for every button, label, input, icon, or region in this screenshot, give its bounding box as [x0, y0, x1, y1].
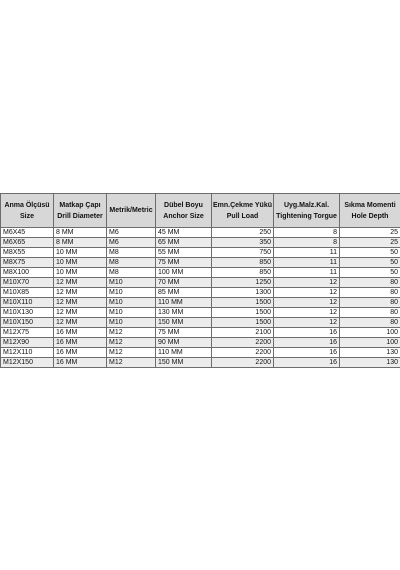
- header-anchor-size-tr: Dübel Boyu: [164, 201, 203, 209]
- cell-anchor-size: 65 MM: [156, 238, 212, 248]
- table-row: [1, 358, 400, 368]
- cell-pull-load: 1500: [212, 308, 274, 318]
- header-anchor-size-en: Anchor Size: [163, 212, 204, 220]
- cell-anchor-size: 110 MM: [156, 298, 212, 308]
- cell-size: M8X55: [1, 248, 54, 258]
- cell-metric: M12: [107, 328, 156, 338]
- cell-hole-depth: 25: [340, 238, 400, 248]
- table-row: [1, 288, 400, 298]
- cell-drill-diameter: 12 MM: [54, 298, 107, 308]
- cell-pull-load: 2100: [212, 328, 274, 338]
- cell-drill-diameter: 10 MM: [54, 268, 107, 278]
- cell-tightening-torque: 12: [274, 278, 340, 288]
- cell-pull-load: 850: [212, 258, 274, 268]
- cell-metric: M12: [107, 348, 156, 358]
- cell-anchor-size: 130 MM: [156, 308, 212, 318]
- cell-anchor-size: 70 MM: [156, 278, 212, 288]
- cell-pull-load: 1250: [212, 278, 274, 288]
- cell-size: M8X75: [1, 258, 54, 268]
- cell-drill-diameter: 16 MM: [54, 338, 107, 348]
- header-drill-diameter-tr: Matkap Çapı: [59, 201, 101, 209]
- table-row: [1, 338, 400, 348]
- cell-tightening-torque: 16: [274, 348, 340, 358]
- cell-tightening-torque: 12: [274, 298, 340, 308]
- cell-pull-load: 1500: [212, 318, 274, 328]
- cell-pull-load: 850: [212, 268, 274, 278]
- cell-hole-depth: 130: [340, 358, 400, 368]
- cell-size: M6X45: [1, 228, 54, 238]
- cell-pull-load: 750: [212, 248, 274, 258]
- cell-anchor-size: 150 MM: [156, 318, 212, 328]
- table-row: [1, 298, 400, 308]
- cell-hole-depth: 100: [340, 338, 400, 348]
- cell-tightening-torque: 16: [274, 328, 340, 338]
- cell-metric: M12: [107, 338, 156, 348]
- cell-hole-depth: 80: [340, 308, 400, 318]
- cell-metric: M6: [107, 228, 156, 238]
- table-row: [1, 238, 400, 248]
- cell-pull-load: 2200: [212, 358, 274, 368]
- header-size-tr: Anma Ölçüsü: [4, 201, 50, 209]
- cell-tightening-torque: 11: [274, 268, 340, 278]
- cell-drill-diameter: 12 MM: [54, 278, 107, 288]
- cell-metric: M8: [107, 258, 156, 268]
- header-metric: [107, 194, 156, 228]
- cell-metric: M10: [107, 278, 156, 288]
- cell-tightening-torque: 11: [274, 258, 340, 268]
- cell-pull-load: 250: [212, 228, 274, 238]
- cell-size: M10X130: [1, 308, 54, 318]
- cell-drill-diameter: 16 MM: [54, 358, 107, 368]
- cell-anchor-size: 55 MM: [156, 248, 212, 258]
- header-tightening-torque: [274, 194, 340, 228]
- cell-anchor-size: 150 MM: [156, 358, 212, 368]
- cell-hole-depth: 50: [340, 258, 400, 268]
- cell-hole-depth: 50: [340, 248, 400, 258]
- cell-size: M12X90: [1, 338, 54, 348]
- cell-drill-diameter: 8 MM: [54, 238, 107, 248]
- cell-drill-diameter: 8 MM: [54, 228, 107, 238]
- cell-anchor-size: 90 MM: [156, 338, 212, 348]
- header-drill-diameter: [54, 194, 107, 228]
- header-anchor-size: [156, 194, 212, 228]
- cell-tightening-torque: 11: [274, 248, 340, 258]
- spec-table-container: [0, 193, 400, 368]
- cell-drill-diameter: 10 MM: [54, 248, 107, 258]
- header-hole-depth: [340, 194, 400, 228]
- cell-tightening-torque: 12: [274, 288, 340, 298]
- table-row: [1, 228, 400, 238]
- cell-hole-depth: 100: [340, 328, 400, 338]
- cell-metric: M8: [107, 268, 156, 278]
- table-row: [1, 328, 400, 338]
- table-row: [1, 348, 400, 358]
- cell-size: M8X100: [1, 268, 54, 278]
- cell-metric: M10: [107, 298, 156, 308]
- header-row: [1, 194, 400, 228]
- cell-tightening-torque: 16: [274, 338, 340, 348]
- header-size: [1, 194, 54, 228]
- table-row: [1, 258, 400, 268]
- cell-drill-diameter: 12 MM: [54, 318, 107, 328]
- anchor-spec-table: [0, 193, 400, 368]
- cell-drill-diameter: 12 MM: [54, 308, 107, 318]
- cell-size: M10X85: [1, 288, 54, 298]
- cell-metric: M10: [107, 308, 156, 318]
- header-tightening-torque-en: Tightening Torgue: [276, 212, 337, 220]
- cell-anchor-size: 85 MM: [156, 288, 212, 298]
- header-metric-label: Metrik/Metric: [109, 207, 153, 214]
- header-pull-load-en: Pull Load: [226, 212, 259, 220]
- cell-hole-depth: 80: [340, 288, 400, 298]
- cell-metric: M12: [107, 358, 156, 368]
- cell-tightening-torque: 8: [274, 238, 340, 248]
- cell-size: M10X70: [1, 278, 54, 288]
- cell-drill-diameter: 16 MM: [54, 328, 107, 338]
- cell-size: M12X75: [1, 328, 54, 338]
- cell-hole-depth: 80: [340, 298, 400, 308]
- cell-pull-load: 350: [212, 238, 274, 248]
- header-drill-diameter-en: Drill Diameter: [57, 212, 103, 220]
- table-row: [1, 268, 400, 278]
- cell-tightening-torque: 8: [274, 228, 340, 238]
- cell-drill-diameter: 16 MM: [54, 348, 107, 358]
- table-row: [1, 318, 400, 328]
- cell-pull-load: 1500: [212, 298, 274, 308]
- header-hole-depth-tr: Sıkma Momenti: [344, 201, 396, 209]
- cell-anchor-size: 75 MM: [156, 258, 212, 268]
- cell-size: M10X150: [1, 318, 54, 328]
- cell-pull-load: 2200: [212, 348, 274, 358]
- cell-pull-load: 2200: [212, 338, 274, 348]
- header-pull-load-tr: Emn.Çekme Yükü: [213, 201, 273, 209]
- header-tightening-torque-tr: Uyg.Malz.Kal.: [283, 201, 330, 209]
- table-row: [1, 308, 400, 318]
- cell-metric: M10: [107, 318, 156, 328]
- header-pull-load: [212, 194, 274, 228]
- cell-hole-depth: 80: [340, 278, 400, 288]
- cell-size: M10X110: [1, 298, 54, 308]
- cell-metric: M10: [107, 288, 156, 298]
- cell-metric: M6: [107, 238, 156, 248]
- cell-anchor-size: 45 MM: [156, 228, 212, 238]
- table-row: [1, 248, 400, 258]
- cell-hole-depth: 80: [340, 318, 400, 328]
- table-row: [1, 278, 400, 288]
- cell-anchor-size: 110 MM: [156, 348, 212, 358]
- header-size-en: Size: [19, 212, 34, 220]
- cell-metric: M8: [107, 248, 156, 258]
- cell-hole-depth: 130: [340, 348, 400, 358]
- cell-size: M12X110: [1, 348, 54, 358]
- cell-drill-diameter: 10 MM: [54, 258, 107, 268]
- header-hole-depth-en: Hole Depth: [351, 212, 389, 220]
- cell-anchor-size: 75 MM: [156, 328, 212, 338]
- cell-size: M12X150: [1, 358, 54, 368]
- cell-size: M6X65: [1, 238, 54, 248]
- cell-drill-diameter: 12 MM: [54, 288, 107, 298]
- cell-pull-load: 1300: [212, 288, 274, 298]
- cell-hole-depth: 25: [340, 228, 400, 238]
- cell-anchor-size: 100 MM: [156, 268, 212, 278]
- cell-hole-depth: 50: [340, 268, 400, 278]
- cell-tightening-torque: 16: [274, 358, 340, 368]
- table-body: [1, 228, 400, 368]
- cell-tightening-torque: 12: [274, 318, 340, 328]
- cell-tightening-torque: 12: [274, 308, 340, 318]
